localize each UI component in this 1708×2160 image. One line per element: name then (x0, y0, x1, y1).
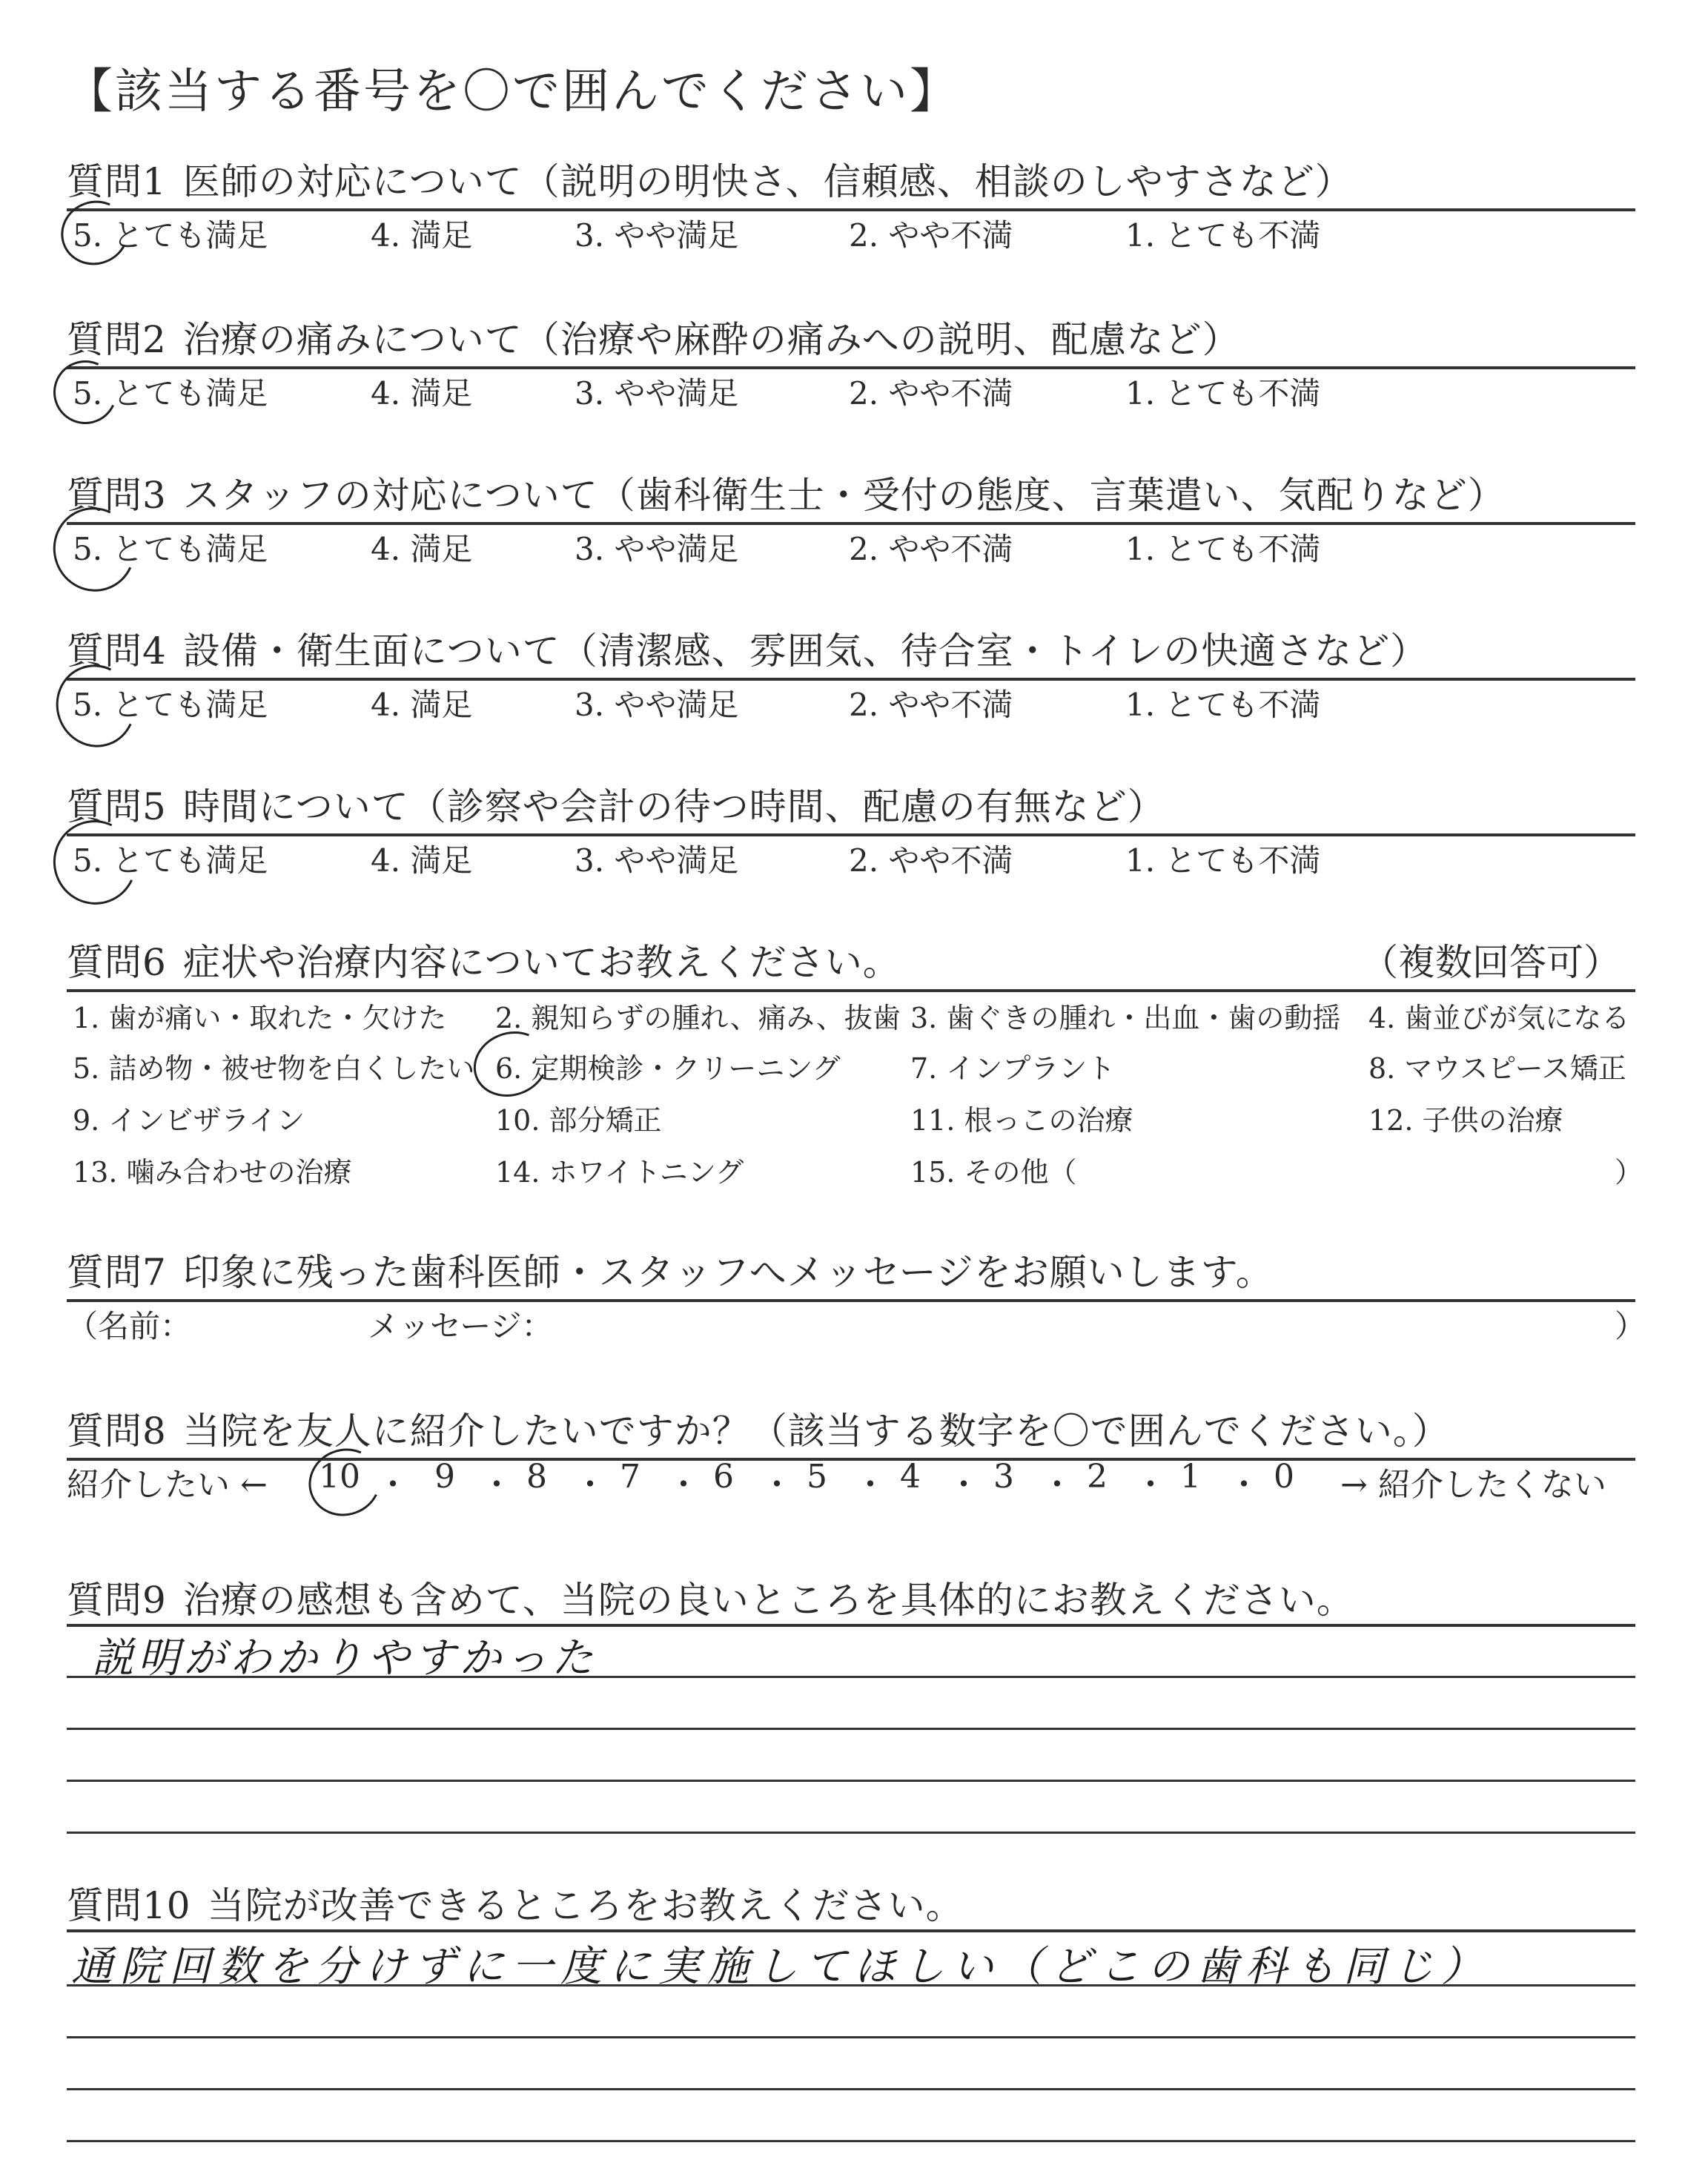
question-text: 症状や治療内容についてお教えください。 (182, 941, 901, 984)
question-header (67, 1876, 964, 1929)
question-number: 質問7 (67, 1251, 167, 1294)
answer-line (67, 1832, 1635, 1834)
question-1 (67, 152, 1635, 271)
scale-dot: ・ (1134, 1466, 1167, 1504)
question-number: 質問2 (67, 318, 167, 361)
symptom-option[interactable]: 4. 歯並びが気になる (1368, 1002, 1630, 1034)
question-number: 質問4 (67, 630, 167, 673)
option-4[interactable]: 4. 満足 (371, 375, 473, 412)
question-number: 質問9 (67, 1579, 167, 1622)
symptom-option[interactable]: 3. 歯ぐきの腫れ・出血・歯の動揺 (910, 1002, 1341, 1034)
question-header (67, 1243, 1274, 1296)
scale-value-1[interactable]: 1 (1180, 1458, 1201, 1496)
message-label[interactable]: メッセージ： (368, 1308, 553, 1344)
close-paren: ） (1615, 1308, 1646, 1344)
question-text: 印象に残った歯科医師・スタッフへメッセージをお願いします。 (182, 1251, 1274, 1294)
scale-dot: ・ (377, 1466, 409, 1504)
divider (67, 1929, 1635, 1932)
scale-dot: ・ (1041, 1466, 1073, 1504)
question-text: 治療の感想も含めて、当院の良いところを具体的にお教えください。 (182, 1579, 1354, 1622)
symptom-option[interactable]: 7. インプラント (910, 1052, 1116, 1085)
question-text: 治療の痛みについて（治療や麻酔の痛みへの説明、配慮など） (182, 318, 1240, 361)
scale-dot: ・ (854, 1466, 887, 1504)
answer-line (67, 1984, 1635, 1986)
question-7 (67, 1243, 1646, 1369)
question-number: 質問10 (67, 1884, 191, 1927)
multiple-answer-note: （複数回答可） (1361, 941, 1621, 984)
question-4 (67, 621, 1635, 740)
option-3[interactable]: 3. やや満足 (575, 687, 739, 723)
option-1[interactable]: 1. とても不満 (1125, 217, 1321, 254)
question-text: 当院が改善できるところをお教えください。 (207, 1884, 964, 1927)
scale-value-4[interactable]: 4 (900, 1458, 921, 1496)
scale-left-label: 紹介したい ← (67, 1466, 268, 1504)
option-5[interactable]: 5. とても満足 (73, 687, 268, 723)
symptom-option[interactable]: 8. マウスピース矯正 (1368, 1052, 1626, 1085)
rating-options (67, 836, 1635, 881)
scale-value-3[interactable]: 3 (993, 1458, 1014, 1496)
rating-options (67, 681, 1635, 725)
scale-value-0[interactable]: 0 (1274, 1458, 1294, 1496)
answer-line (67, 2140, 1635, 2142)
option-2[interactable]: 2. やや不満 (849, 217, 1013, 254)
other-close-paren: ） (1615, 1156, 1644, 1189)
question-text: 医師の対応について（説明の明快さ、信頼感、相談のしやすさなど） (182, 160, 1353, 203)
symptom-option[interactable]: 12. 子供の治療 (1368, 1104, 1563, 1137)
rating-options (67, 211, 1635, 256)
rating-options (67, 525, 1635, 569)
scale-value-2[interactable]: 2 (1087, 1458, 1108, 1496)
question-text: 設備・衛生面について（清潔感、雰囲気、待合室・トイレの快適さなど） (182, 630, 1429, 673)
option-2[interactable]: 2. やや不満 (849, 531, 1013, 567)
option-3[interactable]: 3. やや満足 (575, 842, 739, 879)
option-4[interactable]: 4. 満足 (371, 531, 473, 567)
question-header (67, 933, 901, 986)
option-3[interactable]: 3. やや満足 (575, 375, 739, 412)
question-6 (67, 933, 1644, 1200)
option-1[interactable]: 1. とても不満 (1125, 531, 1321, 567)
scale-dot: ・ (574, 1466, 606, 1504)
scale-value-9[interactable]: 9 (434, 1458, 455, 1496)
question-text: 当院を友人に紹介したいですか？（該当する数字を〇で囲んでください。） (182, 1410, 1450, 1453)
scale-value-7[interactable]: 7 (620, 1458, 640, 1496)
option-2[interactable]: 2. やや不満 (849, 842, 1013, 879)
symptom-option[interactable]: 13. 噛み合わせの治療 (73, 1156, 352, 1189)
option-2[interactable]: 2. やや不満 (849, 687, 1013, 723)
symptom-option[interactable]: 2. 親知らずの腫れ、痛み、抜歯 (495, 1002, 901, 1034)
symptom-option[interactable]: 5. 詰め物・被せ物を白くしたい (73, 1052, 475, 1085)
question-header (67, 1571, 1354, 1624)
symptom-option[interactable]: 11. 根っこの治療 (910, 1104, 1133, 1137)
answer-line (67, 1676, 1635, 1678)
answer-line (67, 1780, 1635, 1782)
scale-value-5[interactable]: 5 (807, 1458, 827, 1496)
question-number: 質問6 (67, 941, 167, 984)
scale-right-label: → 紹介したくない (1340, 1466, 1606, 1504)
question-header (67, 152, 1353, 205)
scale-dot: ・ (947, 1466, 980, 1504)
option-5[interactable]: 5. とても満足 (73, 375, 268, 412)
symptom-option[interactable]: 6. 定期検診・クリーニング (495, 1052, 841, 1085)
option-1[interactable]: 1. とても不満 (1125, 375, 1321, 412)
scale-value-8[interactable]: 8 (526, 1458, 547, 1496)
question-8 (67, 1401, 1635, 1527)
question-header (67, 310, 1240, 363)
option-5[interactable]: 5. とても満足 (73, 217, 268, 254)
scale-dot: ・ (480, 1466, 513, 1504)
question-9 (67, 1571, 1635, 1837)
option-4[interactable]: 4. 満足 (371, 687, 473, 723)
option-3[interactable]: 3. やや満足 (575, 531, 739, 567)
scale-value-6[interactable]: 6 (713, 1458, 734, 1496)
scale-dot: ・ (761, 1466, 793, 1504)
option-4[interactable]: 4. 満足 (371, 842, 473, 879)
option-1[interactable]: 1. とても不満 (1125, 687, 1321, 723)
option-1[interactable]: 1. とても不満 (1125, 842, 1321, 879)
question-header (67, 466, 1506, 519)
scale-value-10[interactable]: 10 (319, 1458, 360, 1496)
question-number: 質問1 (67, 160, 167, 203)
question-number: 質問5 (67, 785, 167, 828)
answer-line (67, 1728, 1635, 1730)
symptom-option[interactable]: 9. インビザライン (73, 1104, 305, 1137)
question-number: 質問3 (67, 474, 167, 517)
answer-line (67, 2036, 1635, 2038)
symptom-option[interactable]: 1. 歯が痛い・取れた・欠けた (73, 1002, 447, 1034)
option-5[interactable]: 5. とても満足 (73, 842, 268, 879)
option-4[interactable]: 4. 満足 (371, 217, 473, 254)
divider (67, 989, 1635, 992)
page-title: 【該当する番号を〇で囲んでください】 (65, 65, 959, 119)
question-10 (67, 1876, 1635, 2150)
symptom-option[interactable]: 10. 部分矯正 (495, 1104, 662, 1137)
handwritten-answer[interactable]: 説明がわかりやすかった (92, 1634, 598, 1682)
question-3 (67, 466, 1635, 584)
message-row (67, 1302, 1646, 1347)
answer-line (67, 2088, 1635, 2090)
handwritten-answer[interactable]: 通院回数を分けずに一度に実施してほしい（どこの歯科も同じ） (71, 1943, 1490, 1991)
selection-circle (44, 351, 126, 433)
symptom-option[interactable]: 14. ホワイトニング (495, 1156, 744, 1189)
rating-options (67, 369, 1635, 414)
question-text: 時間について（診察や会計の待つ時間、配慮の有無など） (182, 785, 1165, 828)
question-header (67, 777, 1165, 830)
question-2 (67, 310, 1635, 429)
option-3[interactable]: 3. やや満足 (575, 217, 739, 254)
option-2[interactable]: 2. やや不満 (849, 375, 1013, 412)
symptom-option[interactable]: 15. その他（ (910, 1156, 1077, 1189)
name-label[interactable]: （名前： (67, 1308, 192, 1344)
question-text: スタッフの対応について（歯科衛生士・受付の態度、言葉遣い、気配りなど） (182, 474, 1506, 517)
scale-dot: ・ (1228, 1466, 1260, 1504)
question-header (67, 1401, 1450, 1455)
question-header (67, 621, 1428, 675)
question-number: 質問8 (67, 1410, 167, 1453)
option-5[interactable]: 5. とても満足 (73, 531, 268, 567)
scale-dot: ・ (667, 1466, 700, 1504)
question-5 (67, 777, 1635, 896)
